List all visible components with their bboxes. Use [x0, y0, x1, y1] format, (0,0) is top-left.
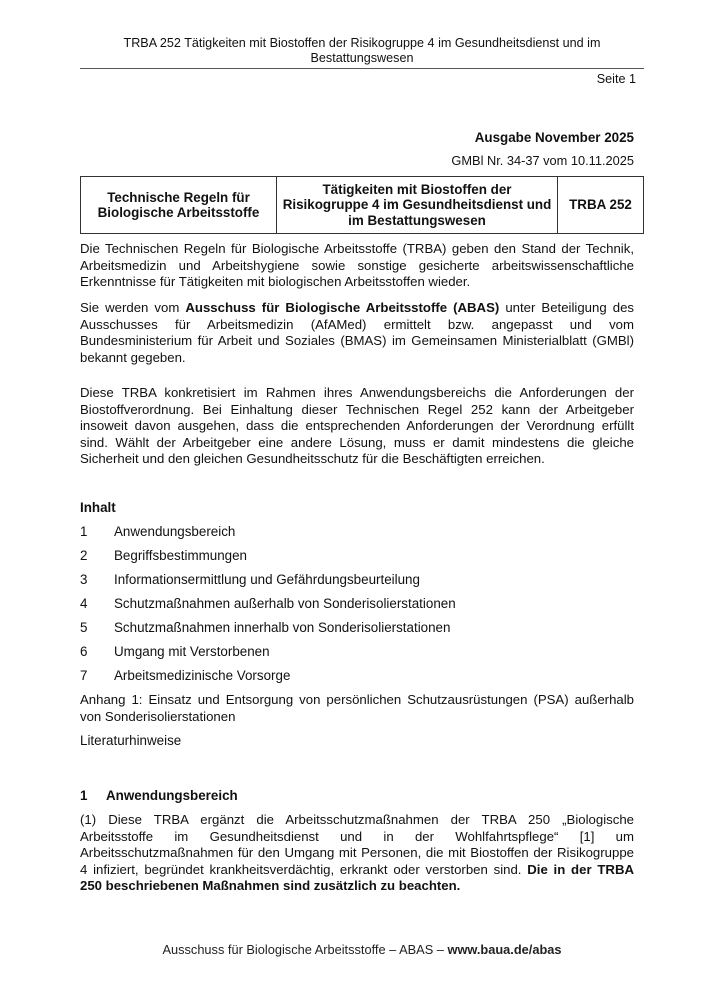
toc-item-number: 1: [80, 524, 88, 539]
toc-literature[interactable]: Literaturhinweise: [80, 733, 182, 748]
section-1-text: (1) Diese TRBA ergänzt die Arbeitsschutzmaßnahmen der TRBA 250 „Biologische Arbeitsstoffe im Gesundheitsdienst und in der Wohlfahrtspflege“ [1] um Arbeitsschutzmaßnahmen für den Umgang mit Personen, die mit Biostoffen der Risikogruppe 4 infiziert, begründet krankheitsverdächtig, erkrankt oder verstorben sind.: [80, 812, 634, 877]
header-divider: [80, 68, 644, 69]
intro-paragraph-3: Diese TRBA konkretisiert im Rahmen ihres Anwendungsbereichs die Anforderungen der Biostoffverordnung. Bei Einhaltung dieser Technischen Regel 252 kann der Arbeitgeber insoweit davon ausgehen, dass die entsprechenden Anforderungen der Verordnung erfüllt sind. Wählt der Arbeitgeber eine andere Lösung, muss er damit mindestens die gleiche Sicherheit und den gleichen Gesundheitsschutz für die Beschäftigten erreichen.: [80, 385, 634, 466]
section-title: Anwendungsbereich: [106, 788, 238, 803]
intro-paragraph-2: [80, 300, 634, 366]
toc-item-label: Arbeitsmedizinische Vorsorge: [114, 668, 291, 683]
gmbl-reference: GMBl Nr. 34-37 vom 10.11.2025: [451, 153, 634, 168]
section-1-heading: [80, 788, 238, 803]
toc-item-number: 6: [80, 644, 88, 659]
toc-item[interactable]: [80, 668, 290, 683]
toc-item-label: Informationsermittlung und Gefährdungsbeurteilung: [114, 572, 420, 587]
abas-name: Ausschuss für Biologische Arbeitsstoffe (ABAS): [185, 300, 500, 315]
toc-item[interactable]: [80, 596, 456, 611]
toc-item[interactable]: [80, 620, 450, 635]
toc-item-number: 2: [80, 548, 88, 563]
page-footer: [80, 942, 644, 957]
toc-item-number: 4: [80, 596, 88, 611]
toc-item-label: Schutzmaßnahmen außerhalb von Sonderisolierstationen: [114, 596, 456, 611]
toc-item-label: Umgang mit Verstorbenen: [114, 644, 270, 659]
section-number: 1: [80, 788, 88, 803]
toc-item-number: 5: [80, 620, 88, 635]
title-box: [80, 176, 644, 234]
toc-item-label: Begriffsbestimmungen: [114, 548, 247, 563]
toc-item-label: Schutzmaßnahmen innerhalb von Sonderisolierstationen: [114, 620, 451, 635]
toc-item-number: 7: [80, 668, 88, 683]
intro-paragraph-1: Die Technischen Regeln für Biologische Arbeitsstoffe (TRBA) geben den Stand der Technik, Arbeitsmedizin und Arbeitshygiene sowie sonstige gesicherte arbeitswissenschaftliche Erkenntnisse für Tätigkeiten mit biologischen Arbeitsstoffen wieder.: [80, 241, 634, 289]
footer-text: Ausschuss für Biologische Arbeitsstoffe – ABAS –: [162, 942, 448, 957]
footer-link[interactable]: www.baua.de/abas: [447, 942, 562, 957]
toc-item-label: Anwendungsbereich: [114, 524, 236, 539]
edition-date: Ausgabe November 2025: [474, 130, 634, 145]
toc-item[interactable]: [80, 644, 270, 659]
intro-p2-start: Sie werden vom: [80, 300, 186, 315]
title-box-code: TRBA 252: [558, 177, 644, 234]
toc-annex[interactable]: Anhang 1: Einsatz und Entsorgung von persönlichen Schutzausrüstungen (PSA) außerhalb von Sonderisolierstationen: [80, 692, 634, 724]
toc-item[interactable]: [80, 524, 235, 539]
title-box-title: Tätigkeiten mit Biostoffen der Risikogruppe 4 im Gesundheitsdienst und im Bestattungswesen: [277, 177, 558, 234]
toc-item-number: 3: [80, 572, 88, 587]
section-1-paragraph: [80, 812, 634, 895]
running-header: TRBA 252 Tätigkeiten mit Biostoffen der Risikogruppe 4 im Gesundheitsdienst und im Bestattungswesen: [123, 36, 601, 65]
page-number: Seite 1: [596, 72, 636, 86]
title-box-category: Technische Regeln für Biologische Arbeitsstoffe: [81, 177, 277, 234]
toc-title: Inhalt: [80, 500, 116, 515]
section-1-bold-note: Die in der TRBA 250 beschriebenen Maßnahmen sind zusätzlich zu beachten.: [80, 861, 634, 893]
intro-p2-end: unter Beteiligung des Ausschusses für Arbeitsmedizin (AfAMed) ermittelt bzw. angepasst und vom Bundesministerium für Arbeit und Soziales (BMAS) im Gemeinsamen Ministerialblatt (GMBl) bekannt gegeben.: [80, 300, 634, 365]
toc-item[interactable]: [80, 548, 247, 563]
toc-item[interactable]: [80, 572, 420, 587]
